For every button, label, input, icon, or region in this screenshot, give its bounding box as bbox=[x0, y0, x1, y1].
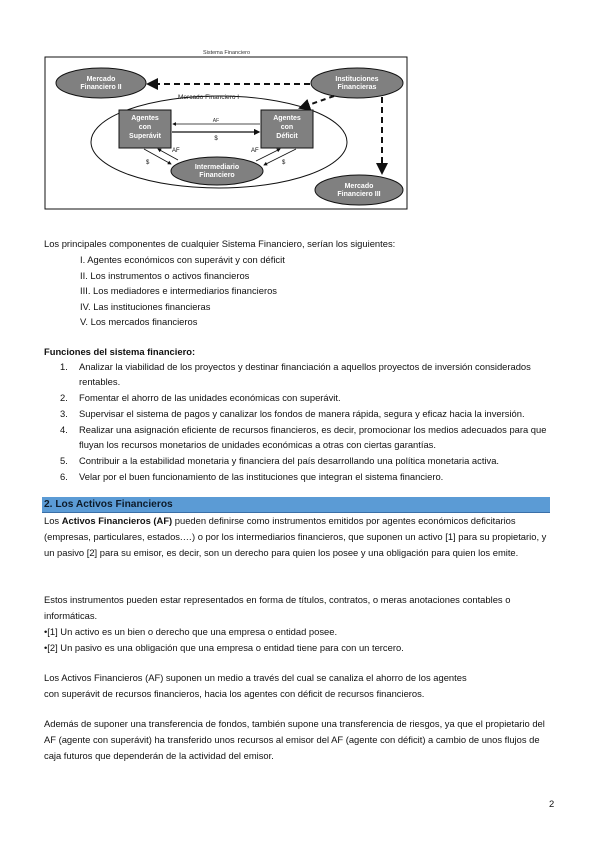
af-risk-paragraph: Además de suponer una transferencia de fondos, también supone una transferencia de riesgos, ya que el propietario del AF (agente con superávit) ha transferido unos recursos al emisor del AF (agente con déficit) a cambio de unos flujos de caja futuros que dependerán de la actividad del emisor. bbox=[44, 718, 545, 761]
node-mercado-financiero-iii bbox=[315, 175, 403, 205]
svg-text:AF: AF bbox=[172, 148, 180, 154]
svg-text:Agentes: Agentes bbox=[273, 115, 301, 122]
svg-text:$: $ bbox=[214, 136, 218, 142]
node-agentes-superavit bbox=[119, 110, 171, 148]
svg-text:con: con bbox=[280, 124, 294, 131]
components-list bbox=[80, 252, 285, 330]
market-one-label: Mercado Financiero I bbox=[178, 94, 240, 101]
list-item: III. Los mediadores e intermediarios financieros bbox=[80, 285, 277, 297]
svg-text:Mercado: Mercado bbox=[344, 183, 374, 190]
node-mercado-financiero-ii bbox=[56, 68, 146, 98]
af-channel-paragraph: Los Activos Financieros (AF) suponen un medio a través del cual se canaliza el ahorro de los agentes con superávit de recursos financieros, hacia los agentes con déficit de recursos financieros. bbox=[44, 672, 467, 699]
af-representation-paragraph: Estos instrumentos pueden estar representados en forma de títulos, contratos, o meras anotaciones contables o informáticas. •[1] Un activo es un bien o derecho que una empresa o entidad posee. •[2] Un pasivo es una obligación que una empresa o entidad tiene para con un tercero. bbox=[44, 592, 556, 656]
list-item: 3. Supervisar el sistema de pagos y canalizar los fondos de manera rápida, segura y eficaz hacia la inversión. bbox=[60, 408, 525, 419]
svg-text:Déficit: Déficit bbox=[276, 133, 298, 140]
svg-text:Financiero: Financiero bbox=[199, 172, 235, 179]
diagram-canvas bbox=[44, 52, 409, 212]
functions-list bbox=[60, 359, 560, 485]
svg-text:AF: AF bbox=[251, 148, 259, 154]
svg-text:Superávit: Superávit bbox=[129, 133, 161, 140]
node-instituciones-financieras bbox=[311, 68, 403, 98]
svg-text:Mercado: Mercado bbox=[86, 76, 116, 83]
list-item: 6. Velar por el buen funcionamiento de las instituciones que integran el sistema financiero. bbox=[60, 471, 444, 482]
footnote-activo: •[1] Un activo es un bien o derecho que una empresa o entidad posee. bbox=[44, 626, 338, 637]
list-item: 5. Contribuir a la estabilidad monetaria y financiera del país desarrollando una política monetaria activa. bbox=[60, 455, 500, 466]
svg-text:$: $ bbox=[282, 160, 286, 166]
section-heading: 2. Los Activos Financieros bbox=[44, 499, 173, 510]
list-item: 1. Analizar la viabilidad de los proyectos y destinar financiación a aquellos proyectos de inversión considerados rentables. bbox=[60, 361, 531, 387]
list-item: 2. Fomentar el ahorro de las unidades económicas con superávit. bbox=[60, 392, 341, 403]
node-intermediario-financiero bbox=[171, 157, 263, 185]
list-item: V. Los mercados financieros bbox=[80, 316, 198, 328]
functions-heading: Funciones del sistema financiero: bbox=[44, 346, 196, 357]
components-intro: Los principales componentes de cualquier Sistema Financiero, serían los siguientes: bbox=[44, 238, 396, 249]
list-item: II. Los instrumentos o activos financieros bbox=[80, 269, 250, 281]
page-number: 2 bbox=[549, 798, 555, 809]
list-item: IV. Las instituciones financieras bbox=[80, 300, 211, 312]
list-item: 4. Realizar una asignación eficiente de recursos financieros, es decir, promocionar los medios adecuados para que fluyan los recursos monetarios de unidades económicas a otras con ciertas garantías. bbox=[60, 424, 547, 450]
svg-text:Financiero II: Financiero II bbox=[80, 84, 122, 91]
financial-system-diagram bbox=[44, 52, 409, 212]
svg-text:Financiero III: Financiero III bbox=[337, 191, 381, 198]
list-item: I. Agentes económicos con superávit y con déficit bbox=[80, 254, 285, 265]
svg-text:Agentes: Agentes bbox=[131, 115, 159, 122]
svg-text:Financieras: Financieras bbox=[337, 84, 377, 91]
svg-text:con: con bbox=[138, 124, 152, 131]
diagram-title: Sistema Financiero bbox=[202, 50, 251, 56]
node-agentes-deficit bbox=[261, 110, 313, 148]
svg-text:Intermediario: Intermediario bbox=[194, 164, 240, 171]
footnote-pasivo: •[2] Un pasivo es una obligación que una empresa o entidad tiene para con un tercero. bbox=[44, 642, 404, 653]
svg-text:$: $ bbox=[146, 160, 150, 166]
af-definition-paragraph: Los Activos Financieros (AF) pueden definirse como instrumentos emitidos por agentes económicos deficitarios (empresas, particulares, estados.…) o por los intermediarios financieros, que suponen un activo [1] para su propietario, y un pasivo [2] para su emisor, es decir, son un derecho para quien los posee y una obligación para quien los emite. bbox=[44, 515, 547, 558]
section-heading-bar bbox=[42, 497, 550, 513]
svg-text:AF: AF bbox=[212, 118, 220, 124]
arrow-af-to-intermediary bbox=[264, 149, 296, 165]
svg-text:Instituciones: Instituciones bbox=[335, 76, 379, 83]
dashed-arrow-to-deficit bbox=[300, 96, 334, 108]
